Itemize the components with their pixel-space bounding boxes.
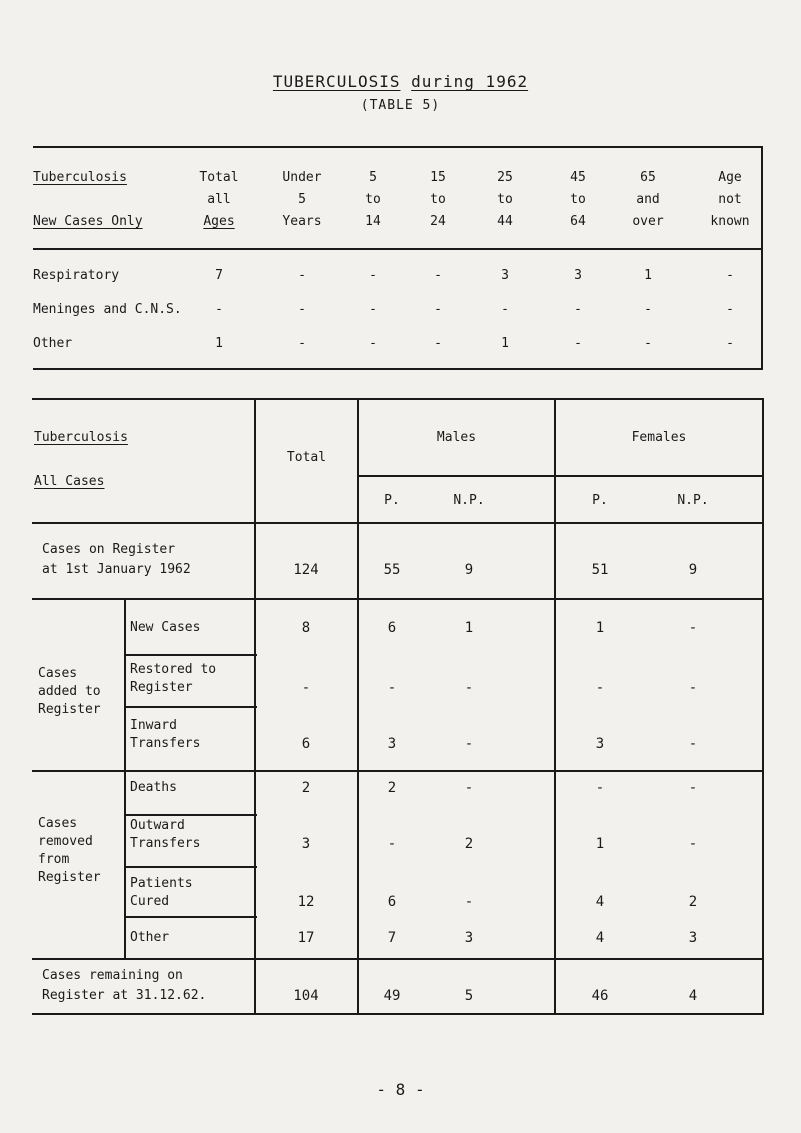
divider <box>32 1013 764 1015</box>
cured-label-1: Patients <box>130 876 193 891</box>
table2-cell: 49 <box>383 988 401 1004</box>
removed-group-label-2: removed <box>38 834 93 849</box>
table2-header-tuberculosis: Tuberculosis <box>34 430 128 445</box>
divider <box>554 398 556 1015</box>
table2-cell: - <box>387 680 397 696</box>
all-cases-table <box>32 398 764 1015</box>
page-title <box>0 72 801 91</box>
table2-cell: - <box>595 680 605 696</box>
table1-cell: - <box>434 268 442 283</box>
table2-cell: 5 <box>464 988 474 1004</box>
males-header: Males <box>436 430 477 445</box>
table1-col-header: 25 <box>497 170 513 185</box>
table1-cell: - <box>298 302 306 317</box>
table1-col-header: and <box>636 192 660 207</box>
table1-col-header: 5 <box>369 170 377 185</box>
table2-cell: - <box>688 836 698 852</box>
table-subtitle: (TABLE 5) <box>360 98 441 113</box>
table1-cell: 1 <box>644 268 652 283</box>
table1-cell: - <box>369 302 377 317</box>
table1-col-header: known <box>710 214 750 229</box>
table2-cell: - <box>688 680 698 696</box>
new-cases-table <box>33 146 763 370</box>
table1-cell: - <box>215 302 223 317</box>
table2-cell: 12 <box>297 894 315 910</box>
table2-cell: - <box>464 736 474 752</box>
table2-cell: - <box>595 780 605 796</box>
table2-cell: 104 <box>293 988 319 1004</box>
removed-group-label-4: Register <box>38 870 101 885</box>
divider <box>33 146 763 148</box>
females-np-header: N.P. <box>677 493 709 508</box>
table1-col-header: Total <box>199 170 239 185</box>
table2-cell: - <box>688 620 698 636</box>
register-end-label-line1: Cases remaining on <box>42 968 183 983</box>
table1-header-new-cases: New Cases Only <box>33 214 143 229</box>
table1-col-header: 14 <box>365 214 381 229</box>
table2-cell: 4 <box>688 988 698 1004</box>
table2-cell: 2 <box>387 780 397 796</box>
table1-col-header: 5 <box>298 192 306 207</box>
page-number: - 8 - <box>376 1080 425 1099</box>
table1-cell: 3 <box>501 268 509 283</box>
table1-col-header: 15 <box>430 170 446 185</box>
title-word: TUBERCULOSIS <box>272 72 401 91</box>
table1-row-label: Other <box>33 336 73 351</box>
divider <box>124 866 257 868</box>
table2-cell: 3 <box>387 736 397 752</box>
table2-cell: 2 <box>301 780 311 796</box>
males-p-header: P. <box>384 493 400 508</box>
outward-label-2: Transfers <box>130 836 201 851</box>
divider <box>32 522 764 524</box>
register-start-label-line2: at 1st January 1962 <box>42 562 191 577</box>
divider <box>124 814 257 816</box>
table1-cell: 3 <box>574 268 582 283</box>
table1-col-header: 65 <box>640 170 656 185</box>
restored-label-1: Restored to <box>130 662 217 677</box>
table1-col-header: Ages <box>203 214 235 229</box>
divider <box>254 398 256 1015</box>
table2-cell: 9 <box>464 562 474 578</box>
table2-cell: 7 <box>387 930 397 946</box>
table1-cell: - <box>574 302 582 317</box>
added-group-label-2: added to <box>38 684 101 699</box>
added-group-label-3: Register <box>38 702 101 717</box>
removed-group-label-3: from <box>38 852 70 867</box>
table2-cell: 46 <box>591 988 609 1004</box>
divider <box>124 654 257 656</box>
table2-cell: - <box>387 836 397 852</box>
table1-cell: - <box>574 336 582 351</box>
removed-group-label-1: Cases <box>38 816 78 831</box>
table2-cell: 17 <box>297 930 315 946</box>
inward-label-1: Inward <box>130 718 177 733</box>
divider <box>32 598 764 600</box>
divider <box>33 248 763 250</box>
table2-cell: 4 <box>595 894 605 910</box>
table1-row-label: Respiratory <box>33 268 120 283</box>
table1-col-header: to <box>497 192 513 207</box>
divider <box>124 916 257 918</box>
divider <box>762 398 764 1015</box>
table1-cell: - <box>726 336 734 351</box>
table2-cell: - <box>464 894 474 910</box>
table1-cell: - <box>369 336 377 351</box>
divider <box>124 706 257 708</box>
table2-cell: - <box>301 680 311 696</box>
table1-col-header: to <box>570 192 586 207</box>
table1-cell: - <box>644 336 652 351</box>
divider <box>32 398 764 400</box>
table1-col-header: to <box>430 192 446 207</box>
females-header: Females <box>631 430 687 445</box>
table1-col-header: Under <box>282 170 322 185</box>
table2-cell: 1 <box>595 836 605 852</box>
table1-col-header: 64 <box>570 214 586 229</box>
new-cases-label: New Cases <box>130 620 201 635</box>
table1-cell: 1 <box>501 336 509 351</box>
table1-row-label: Meninges and C.N.S. <box>33 302 182 317</box>
divider <box>357 398 359 1015</box>
register-start-label-line1: Cases on Register <box>42 542 176 557</box>
table2-cell: 3 <box>688 930 698 946</box>
table1-col-header: not <box>718 192 742 207</box>
table1-col-header: 44 <box>497 214 513 229</box>
table2-cell: 3 <box>301 836 311 852</box>
cured-label-2: Cured <box>130 894 170 909</box>
males-np-header: N.P. <box>453 493 485 508</box>
table2-cell: - <box>688 780 698 796</box>
divider <box>33 368 763 370</box>
table2-header-all-cases: All Cases <box>34 474 105 489</box>
total-header: Total <box>286 450 327 465</box>
table1-cell: - <box>434 336 442 351</box>
table2-cell: - <box>464 680 474 696</box>
table2-cell: 6 <box>301 736 311 752</box>
table1-cell: 1 <box>215 336 223 351</box>
table1-col-header: Age <box>718 170 742 185</box>
table2-cell: 2 <box>464 836 474 852</box>
table1-cell: - <box>434 302 442 317</box>
table1-col-header: 45 <box>570 170 586 185</box>
other-removed-label: Other <box>130 930 170 945</box>
inward-label-2: Transfers <box>130 736 201 751</box>
table2-cell: 8 <box>301 620 311 636</box>
added-group-label-1: Cases <box>38 666 78 681</box>
table1-cell: 7 <box>215 268 223 283</box>
table2-cell: 1 <box>464 620 474 636</box>
females-p-header: P. <box>592 493 608 508</box>
table2-cell: - <box>688 736 698 752</box>
table1-col-header: all <box>207 192 231 207</box>
table1-col-header: 24 <box>430 214 446 229</box>
table1-col-header: Years <box>282 214 322 229</box>
table2-cell: 1 <box>595 620 605 636</box>
table2-cell: 124 <box>293 562 319 578</box>
outward-label-1: Outward <box>130 818 185 833</box>
title-during: during 1962 <box>411 72 529 91</box>
table2-cell: - <box>464 780 474 796</box>
table2-cell: 3 <box>595 736 605 752</box>
deaths-label: Deaths <box>130 780 177 795</box>
table2-cell: 51 <box>591 562 609 578</box>
table2-cell: 6 <box>387 894 397 910</box>
table2-cell: 55 <box>383 562 401 578</box>
divider <box>32 770 764 772</box>
table1-cell: - <box>501 302 509 317</box>
register-end-label-line2: Register at 31.12.62. <box>42 988 207 1003</box>
restored-label-2: Register <box>130 680 193 695</box>
table1-col-header: to <box>365 192 381 207</box>
divider <box>124 598 126 958</box>
table1-cell: - <box>298 336 306 351</box>
table1-cell: - <box>726 268 734 283</box>
table2-cell: 4 <box>595 930 605 946</box>
table1-header-tuberculosis: Tuberculosis <box>33 170 127 185</box>
table2-cell: 2 <box>688 894 698 910</box>
divider <box>32 958 764 960</box>
table1-cell: - <box>726 302 734 317</box>
table1-col-header: over <box>632 214 664 229</box>
table2-cell: 9 <box>688 562 698 578</box>
table1-cell: - <box>369 268 377 283</box>
table1-cell: - <box>644 302 652 317</box>
table1-cell: - <box>298 268 306 283</box>
table2-cell: 6 <box>387 620 397 636</box>
table2-cell: 3 <box>464 930 474 946</box>
divider <box>357 475 764 477</box>
